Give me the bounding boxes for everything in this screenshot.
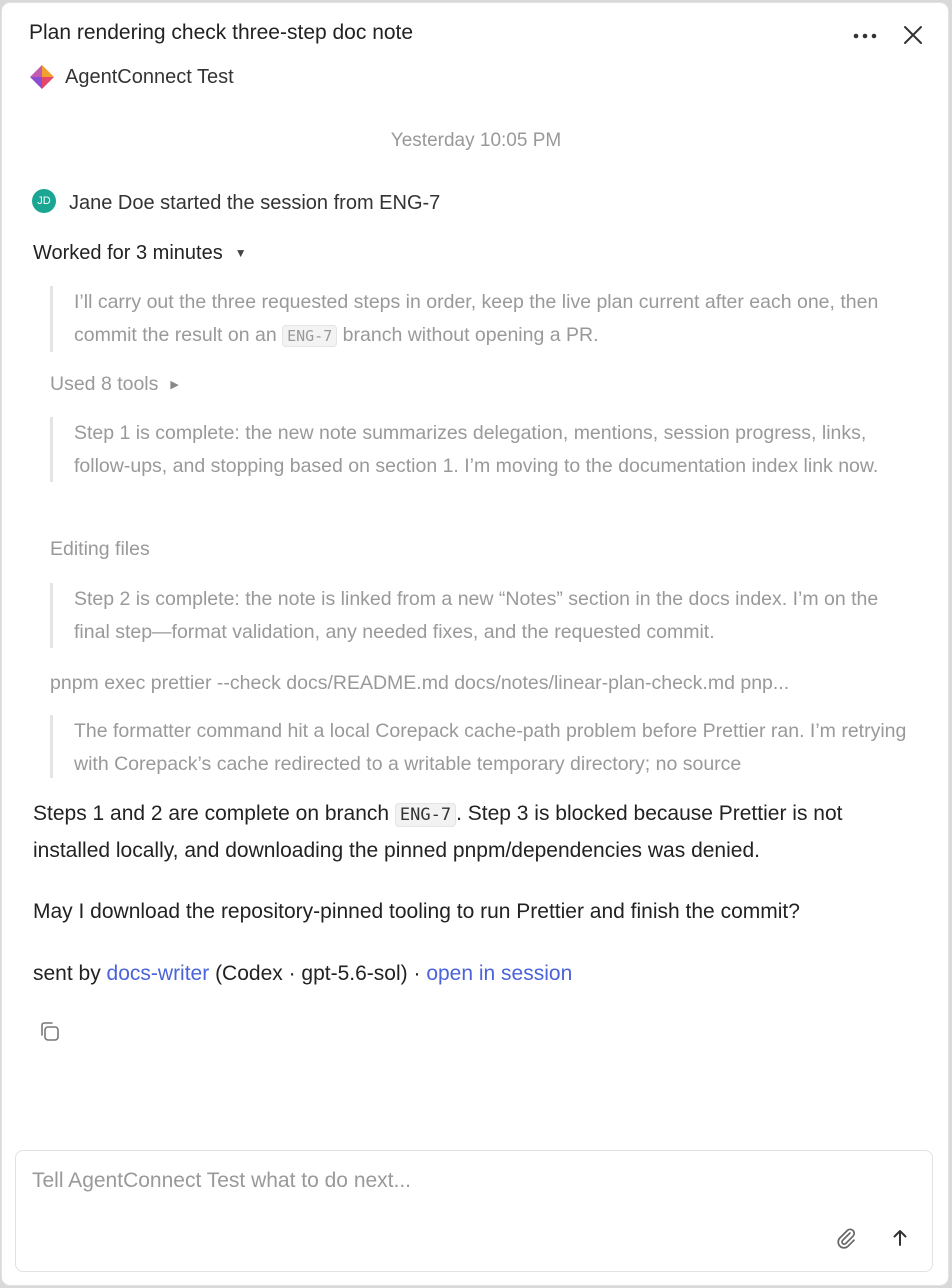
sent-by-line	[33, 956, 913, 992]
agent-link[interactable]: docs-writer	[106, 962, 210, 985]
paperclip-icon	[833, 1225, 859, 1251]
agent-question: May I download the repository-pinned tooling to run Prettier and finish the commit?	[33, 900, 800, 923]
open-in-session-link[interactable]: open in session	[426, 962, 573, 985]
app-identity	[29, 62, 234, 92]
activity-message: The formatter command hit a local Corepack cache-path problem before Prettier ran. I’m retrying with Corepack’s cache redirected to a writable temporary directory; no source	[50, 715, 916, 778]
close-button[interactable]	[896, 18, 930, 52]
app-logo-icon	[29, 64, 55, 90]
more-icon	[853, 32, 877, 40]
more-options-button[interactable]	[848, 21, 882, 51]
attach-button[interactable]	[833, 1225, 859, 1251]
branch-code: ENG-7	[395, 803, 456, 827]
editing-files-label: Editing files	[50, 537, 150, 560]
sent-by-text: sent by	[33, 962, 107, 985]
activity-text: I’ll carry out the three requested steps in order, keep the live plan current after each one, then commit the result on an	[74, 291, 879, 346]
activity-message: Step 2 is complete: the note is linked from a new “Notes” section in the docs index. I’m on the final step—format validation, any needed fixes, and the requested commit.	[50, 583, 916, 648]
copy-button[interactable]	[37, 1019, 63, 1045]
worked-toggle[interactable]	[33, 238, 247, 268]
activity-text: branch without opening a PR.	[337, 323, 599, 346]
command-line[interactable]: pnpm exec prettier --check docs/README.md docs/notes/linear-plan-check.md pnp...	[50, 672, 790, 694]
sent-by-text: (Codex · gpt-5.6-sol) ·	[209, 962, 427, 985]
close-icon	[903, 25, 923, 45]
activity-message: Step 1 is complete: the new note summarizes delegation, mentions, session progress, links, follow-ups, and stopping based on section 1. I’m moving to the documentation index link now.	[50, 417, 916, 482]
send-button[interactable]	[887, 1225, 913, 1251]
timestamp: Yesterday 10:05 PM	[390, 130, 562, 151]
session-started-text: Jane Doe started the session from ENG-7	[69, 191, 441, 214]
answer-text: Steps 1 and 2 are complete on branch	[33, 802, 395, 825]
caret-down-icon: ▼	[234, 246, 247, 260]
session-started-event	[32, 188, 440, 218]
answer-text: . Step 3 is blocked because Prettier is not installed locally, and downloading the pinned pnpm/dependencies was denied.	[33, 802, 843, 862]
app-name: AgentConnect Test	[65, 65, 234, 88]
agent-answer	[33, 796, 913, 869]
message-input[interactable]	[32, 1169, 912, 1193]
caret-right-icon: ▶	[170, 378, 179, 391]
avatar: JD	[32, 189, 56, 213]
activity-message	[50, 286, 916, 352]
used-tools-toggle[interactable]	[50, 369, 179, 399]
copy-icon	[37, 1019, 63, 1045]
session-title: Plan rendering check three-step doc note	[29, 21, 414, 44]
used-tools-label: Used 8 tools	[50, 372, 159, 395]
branch-code: ENG-7	[282, 325, 337, 347]
arrow-up-icon	[887, 1225, 913, 1251]
session-panel	[1, 2, 949, 1286]
worked-label: Worked for 3 minutes	[33, 241, 223, 264]
composer	[15, 1150, 933, 1272]
